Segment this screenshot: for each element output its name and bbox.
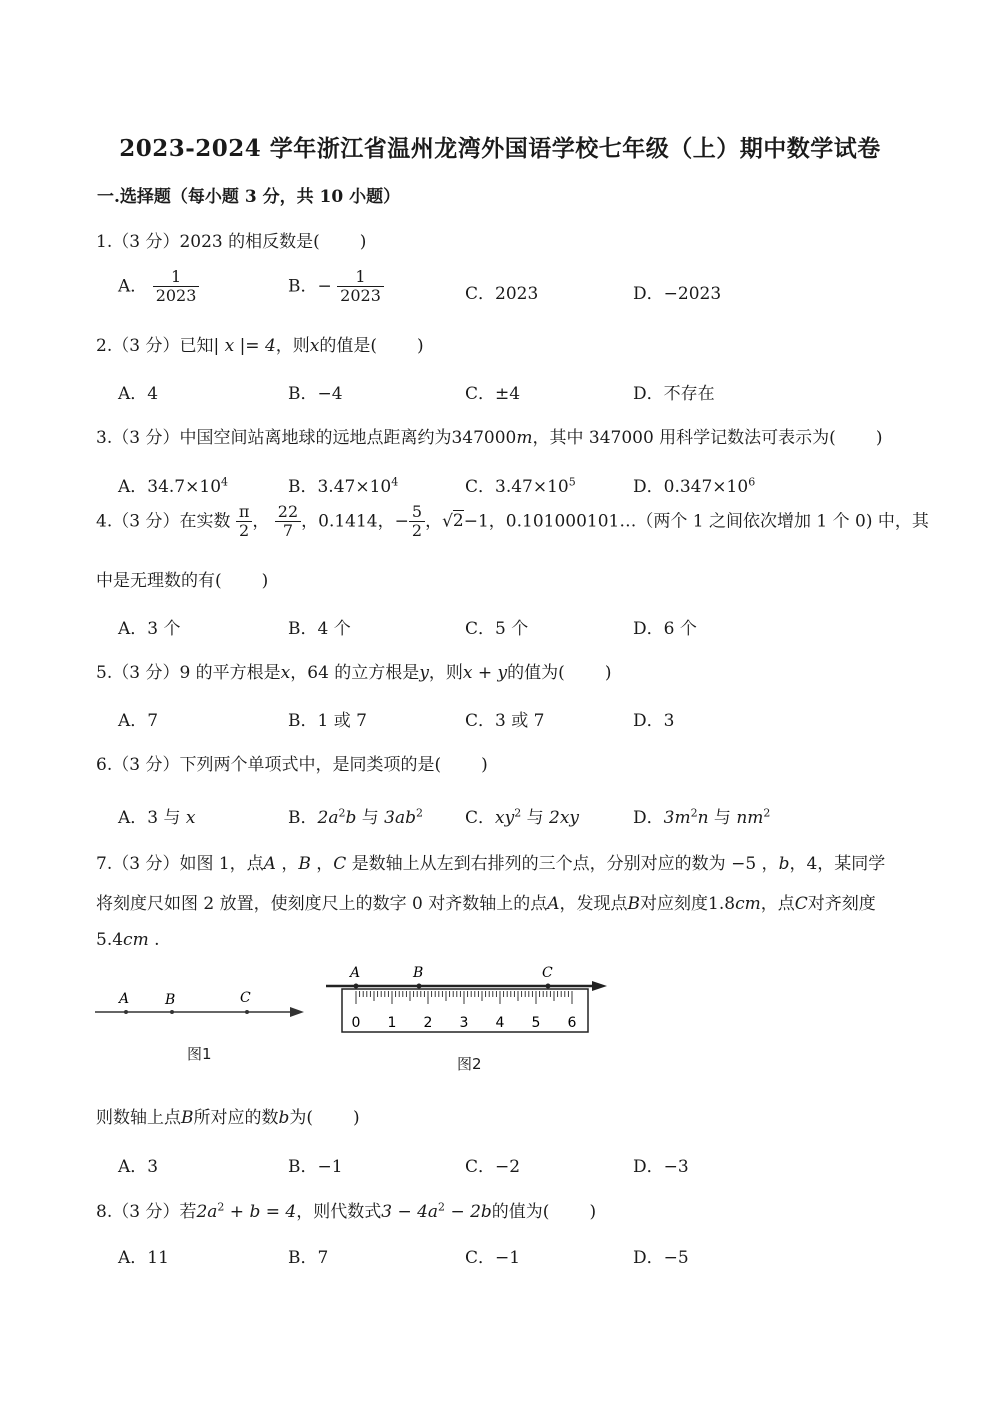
q3-option-a[interactable]: A．$34.7\times 10^4$ bbox=[118, 475, 229, 497]
question-4-line2: 中是无理数的有( ) bbox=[96, 571, 269, 591]
q5-option-a[interactable]: A．7 bbox=[118, 711, 159, 731]
sqrt-symbol: √ bbox=[442, 511, 453, 532]
q7-option-c[interactable]: C．−2 bbox=[465, 1157, 521, 1177]
question-4: 4.（3 分）在实数 $\frac{\pi}{2}$ ， $\frac{22}{7}$ ，0.1414，− $\frac{5}{2}$ ，√2−1，0.101000101…（两个 1 之间依次增加 1 个 0) 中，其 bbox=[96, 502, 929, 541]
fraction: $\frac{22}{7}$ bbox=[275, 503, 301, 541]
fraction: $\frac{1}{2023}$ bbox=[337, 268, 384, 306]
ruler-label: 2 bbox=[423, 1015, 433, 1031]
q4-option-a[interactable]: A．3 个 bbox=[118, 619, 181, 639]
question-7-ask: 则数轴上点B所对应的数b为( ) bbox=[96, 1108, 360, 1128]
question-7-line3: 5.4cm . bbox=[96, 930, 160, 950]
q6-option-d[interactable]: D．$3m^2n$ 与 $nm^2$ bbox=[633, 806, 771, 828]
exam-title: 2023-2024 学年浙江省温州龙湾外国语学校七年级（上）期中数学试卷 bbox=[119, 135, 881, 162]
question-6: 6.（3 分）下列两个单项式中，是同类项的是( ) bbox=[96, 755, 488, 775]
fraction: $\frac{\pi}{2}$ bbox=[236, 503, 253, 541]
figure-1-number-line bbox=[92, 985, 312, 1030]
question-7-line2: 将刻度尺如图 2 放置，使刻度尺上的数字 0 对齐数轴上的点A，发现点B对应刻度1.8cm，点C对齐刻度 bbox=[96, 894, 876, 914]
fig1-point-a: A bbox=[119, 991, 130, 1007]
q2-option-c[interactable]: C．±4 bbox=[465, 384, 521, 404]
ruler-label: 1 bbox=[387, 1015, 397, 1031]
q8-option-b[interactable]: B．7 bbox=[288, 1248, 329, 1268]
fig2-point-a: A bbox=[350, 965, 361, 981]
q1-option-b[interactable]: B．− $\frac{1}{2023}$ bbox=[288, 268, 384, 306]
q2-option-b[interactable]: B．−4 bbox=[288, 384, 343, 404]
q3-option-b[interactable]: B．$3.47\times 10^4$ bbox=[288, 475, 399, 497]
q2-option-d[interactable]: D．不存在 bbox=[633, 384, 715, 404]
q8-option-c[interactable]: C．−1 bbox=[465, 1248, 521, 1268]
question-7-line1: 7.（3 分）如图 1，点A ，B ，C 是数轴上从左到右排列的三个点，分别对应的数为 −5 ，b，4，某同学 bbox=[96, 854, 886, 874]
q1-option-c[interactable]: C．2023 bbox=[465, 284, 539, 304]
ruler-label: 6 bbox=[567, 1015, 577, 1031]
fig1-point-c: C bbox=[240, 990, 251, 1006]
ruler-label: 3 bbox=[459, 1015, 469, 1031]
q6-option-b[interactable]: B．$2a^2b$ 与 $3ab^2$ bbox=[288, 806, 423, 828]
q5-option-c[interactable]: C．3 或 7 bbox=[465, 711, 545, 731]
q5-option-b[interactable]: B．1 或 7 bbox=[288, 711, 367, 731]
q1-option-d[interactable]: D．−2023 bbox=[633, 284, 722, 304]
question-2: 2.（3 分）已知| x |= 4，则x的值是( ) bbox=[96, 336, 424, 356]
q7-option-a[interactable]: A．3 bbox=[118, 1157, 159, 1177]
fraction: $\frac{5}{2}$ bbox=[409, 503, 425, 541]
question-3: 3.（3 分）中国空间站离地球的远地点距离约为347000m，其中 347000 用科学记数法可表示为( ) bbox=[96, 428, 883, 448]
q4-option-c[interactable]: C．5 个 bbox=[465, 619, 529, 639]
fig2-point-b: B bbox=[413, 965, 424, 981]
q3-option-d[interactable]: D．$0.347\times 10^6$ bbox=[633, 475, 756, 497]
figure-1-label: 图1 bbox=[187, 1045, 212, 1063]
ruler-label: 0 bbox=[351, 1015, 361, 1031]
q7-option-d[interactable]: D．−3 bbox=[633, 1157, 689, 1177]
q3-option-c[interactable]: C．$3.47\times 10^5$ bbox=[465, 475, 576, 497]
ruler-label: 4 bbox=[495, 1015, 505, 1031]
question-8: 8.（3 分）若$2a^2 + b = 4$，则代数式$3 - 4a^2 - 2b$的值为( ) bbox=[96, 1200, 597, 1222]
q1-option-a[interactable]: A． $\frac{1}{2023}$ bbox=[118, 268, 199, 306]
q6-option-a[interactable]: A．3 与 x bbox=[118, 808, 196, 828]
q6-option-c[interactable]: C．$xy^2$ 与 2xy bbox=[465, 806, 580, 828]
figure-2-label: 图2 bbox=[457, 1055, 482, 1073]
figure-2-ruler bbox=[322, 960, 612, 1040]
question-5: 5.（3 分）9 的平方根是x，64 的立方根是y，则x + y的值为( ) bbox=[96, 663, 612, 683]
fraction: $\frac{1}{2023}$ bbox=[153, 268, 200, 306]
q7-option-b[interactable]: B．−1 bbox=[288, 1157, 343, 1177]
q2-option-a[interactable]: A．4 bbox=[118, 384, 159, 404]
fig1-point-b: B bbox=[165, 992, 176, 1008]
q4-option-b[interactable]: B．4 个 bbox=[288, 619, 351, 639]
q5-option-d[interactable]: D．3 bbox=[633, 711, 675, 731]
fig2-point-c: C bbox=[542, 965, 553, 981]
ruler-label: 5 bbox=[531, 1015, 541, 1031]
question-1: 1.（3 分）2023 的相反数是( ) bbox=[96, 232, 367, 252]
q8-option-d[interactable]: D．−5 bbox=[633, 1248, 689, 1268]
q8-option-a[interactable]: A．11 bbox=[118, 1248, 169, 1268]
section-heading: 一.选择题（每小题 3 分，共 10 小题） bbox=[97, 187, 401, 207]
q4-option-d[interactable]: D．6 个 bbox=[633, 619, 697, 639]
